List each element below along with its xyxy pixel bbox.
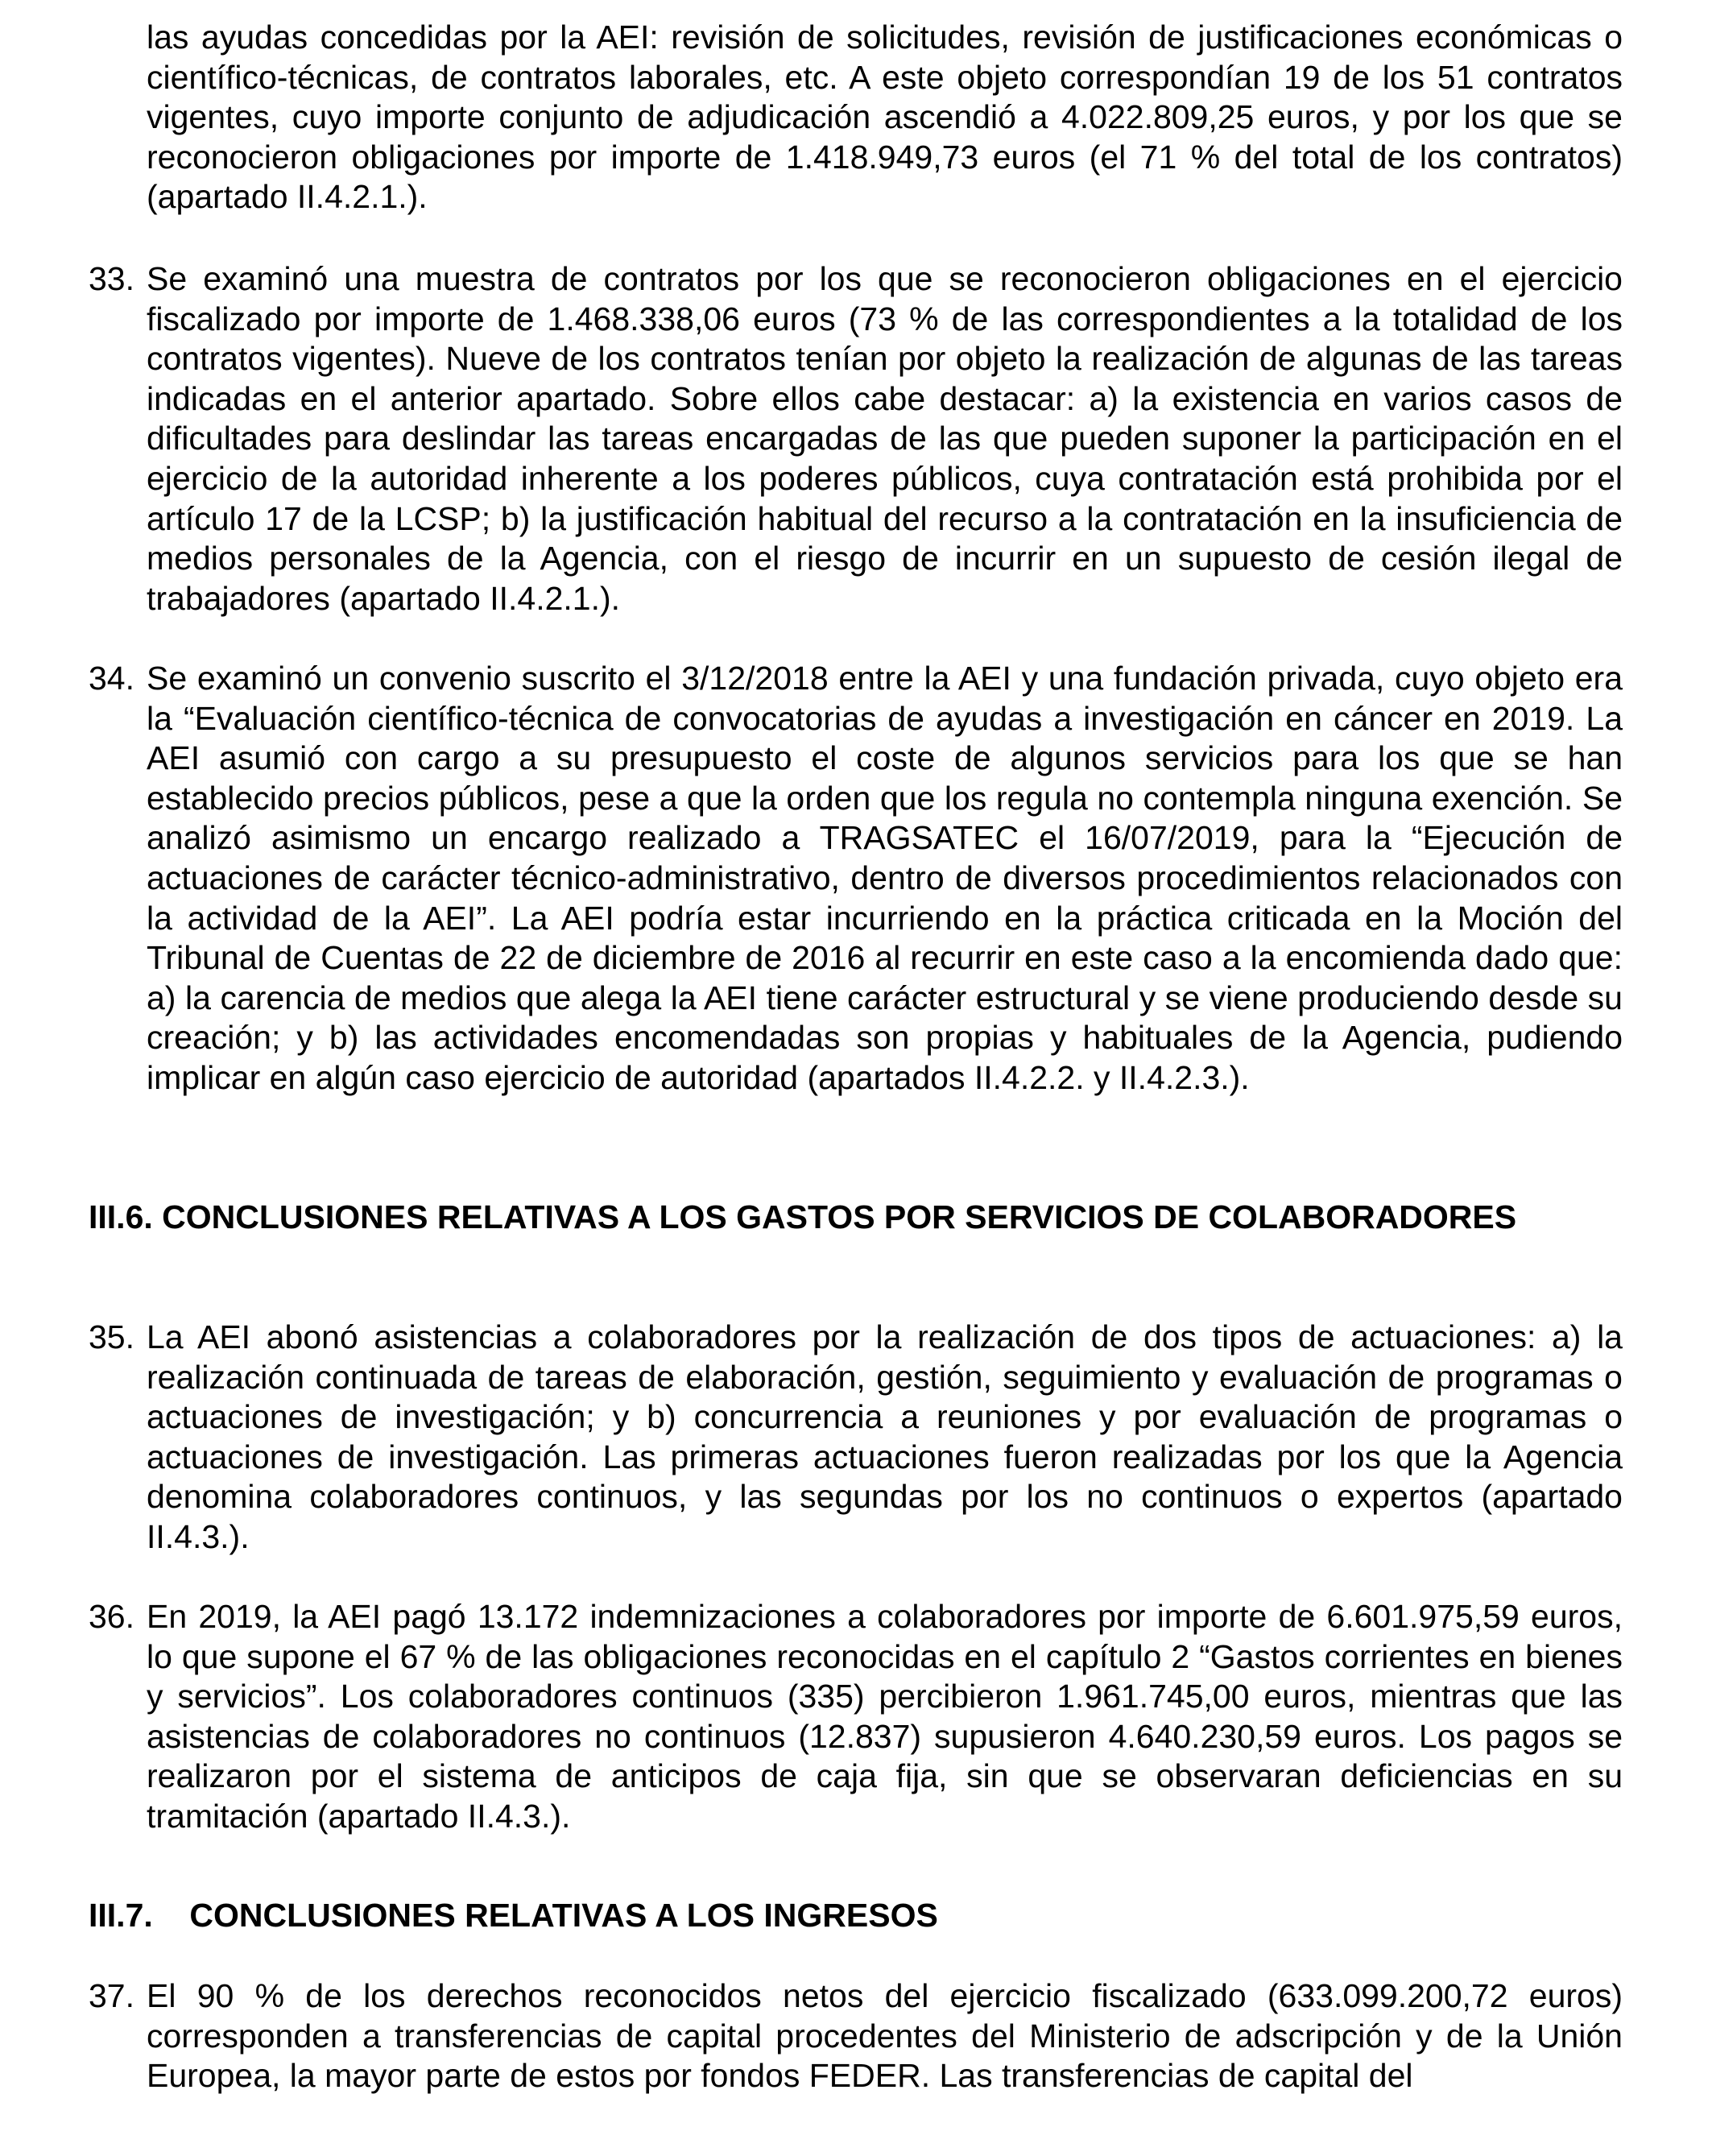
continuation-paragraph: las ayudas concedidas por la AEI: revisión de solicitudes, revisión de justificaciones económicas o científico-técnicas, de contratos laborales, etc. A este objeto correspondían 19 de los 51 contratos vigentes, cuyo importe conjunto de adjudicación ascendió a 4.022.809,25 euros, y por los que se reconocieron obligaciones por importe de 1.418.949,73 euros (el 71 % del total de los contratos) (apartado II.4.2.1.). [147,19,1623,216]
item-number: 35. [89,1318,134,1355]
item-number: 36. [89,1598,134,1635]
list-item-33 [89,259,1623,619]
list-item-37 [89,1976,1623,2096]
item-number: 34. [89,660,134,697]
item-text: En 2019, la AEI pagó 13.172 indemnizaciones a colaboradores por importe de 6.601.975,59 euros, lo que supone el 67 % de las obligaciones reconocidas en el capítulo 2 “Gastos corrientes en bienes y servicios”. Los colaboradores continuos (335) percibieron 1.961.745,00 euros, mientras que las asistencias de colaboradores no continuos (12.837) supusieron 4.640.230,59 euros. Los pagos se realizaron por el sistema de anticipos de caja fija, sin que se observaran deficiencias en su tramitación (apartado II.4.3.). [147,1598,1623,1835]
heading-number: III.7. [89,1897,153,1934]
list-item-35 [89,1318,1623,1558]
item-text: Se examinó una muestra de contratos por los que se reconocieron obligaciones en el ejercicio fiscalizado por importe de 1.468.338,06 euros (73 % de las correspondientes a la totalidad de los contratos vigentes). Nueve de los contratos tenían por objeto la realización de algunas de las tareas indicadas en el anterior apartado. Sobre ellos cabe destacar: a) la existencia en varios casos de dificultades para deslindar las tareas encargadas de las que pueden suponer la participación en el ejercicio de la autoridad inherente a los poderes públicos, cuya contratación está prohibida por el artículo 17 de la LCSP; b) la justificación habitual del recurso a la contratación en la insuficiencia de medios personales de la Agencia, con el riesgo de incurrir en un supuesto de cesión ilegal de trabajadores (apartado II.4.2.1.). [147,260,1623,617]
item-number: 33. [89,260,134,297]
heading-title: CONCLUSIONES RELATIVAS A LOS GASTOS POR SERVICIOS DE COLABORADORES [162,1198,1517,1235]
section-heading-iii-7 [89,1896,1623,1936]
item-text: La AEI abonó asistencias a colaboradores por la realización de dos tipos de actuaciones: a) la realización continuada de tareas de elaboración, gestión, seguimiento y evaluación de programas o actuaciones de investigación; y b) concurrencia a reuniones y por evaluación de programas o actuaciones de investigación. Las primeras actuaciones fueron realizadas por los que la Agencia denomina colaboradores continuos, y las segundas por los no continuos o expertos (apartado II.4.3.). [147,1318,1623,1555]
list-item-36 [89,1597,1623,1837]
section-heading-iii-6 [89,1198,1623,1238]
heading-title: CONCLUSIONES RELATIVAS A LOS INGRESOS [189,1897,938,1934]
item-text: El 90 % de los derechos reconocidos netos del ejercicio fiscalizado (633.099.200,72 euros) corresponden a transferencias de capital procedentes del Ministerio de adscripción y de la Unión Europea, la mayor parte de estos por fondos FEDER. Las transferencias de capital del [147,1977,1623,2095]
item-text: Se examinó un convenio suscrito el 3/12/2018 entre la AEI y una fundación privada, cuyo objeto era la “Evaluación científico-técnica de convocatorias de ayudas a investigación en cáncer en 2019. La AEI asumió con cargo a su presupuesto el coste de algunos servicios para los que se han establecido precios públicos, pese a que la orden que los regula no contempla ninguna exención. Se analizó asimismo un encargo realizado a TRAGSATEC el 16/07/2019, para la “Ejecución de actuaciones de carácter técnico-administrativo, dentro de diversos procedimientos relacionados con la actividad de la AEI”. La AEI podría estar incurriendo en la práctica criticada en la Moción del Tribunal de Cuentas de 22 de diciembre de 2016 al recurrir en este caso a la encomienda dado que: a) la carencia de medios que alega la AEI tiene carácter estructural y se viene produciendo desde su creación; y b) las actividades encomendadas son propias y habituales de la Agencia, pudiendo implicar en algún caso ejercicio de autoridad (apartados II.4.2.2. y II.4.2.3.). [147,660,1623,1096]
heading-number: III.6. [89,1198,153,1235]
list-item-34 [89,659,1623,1099]
item-number: 37. [89,1977,134,2014]
